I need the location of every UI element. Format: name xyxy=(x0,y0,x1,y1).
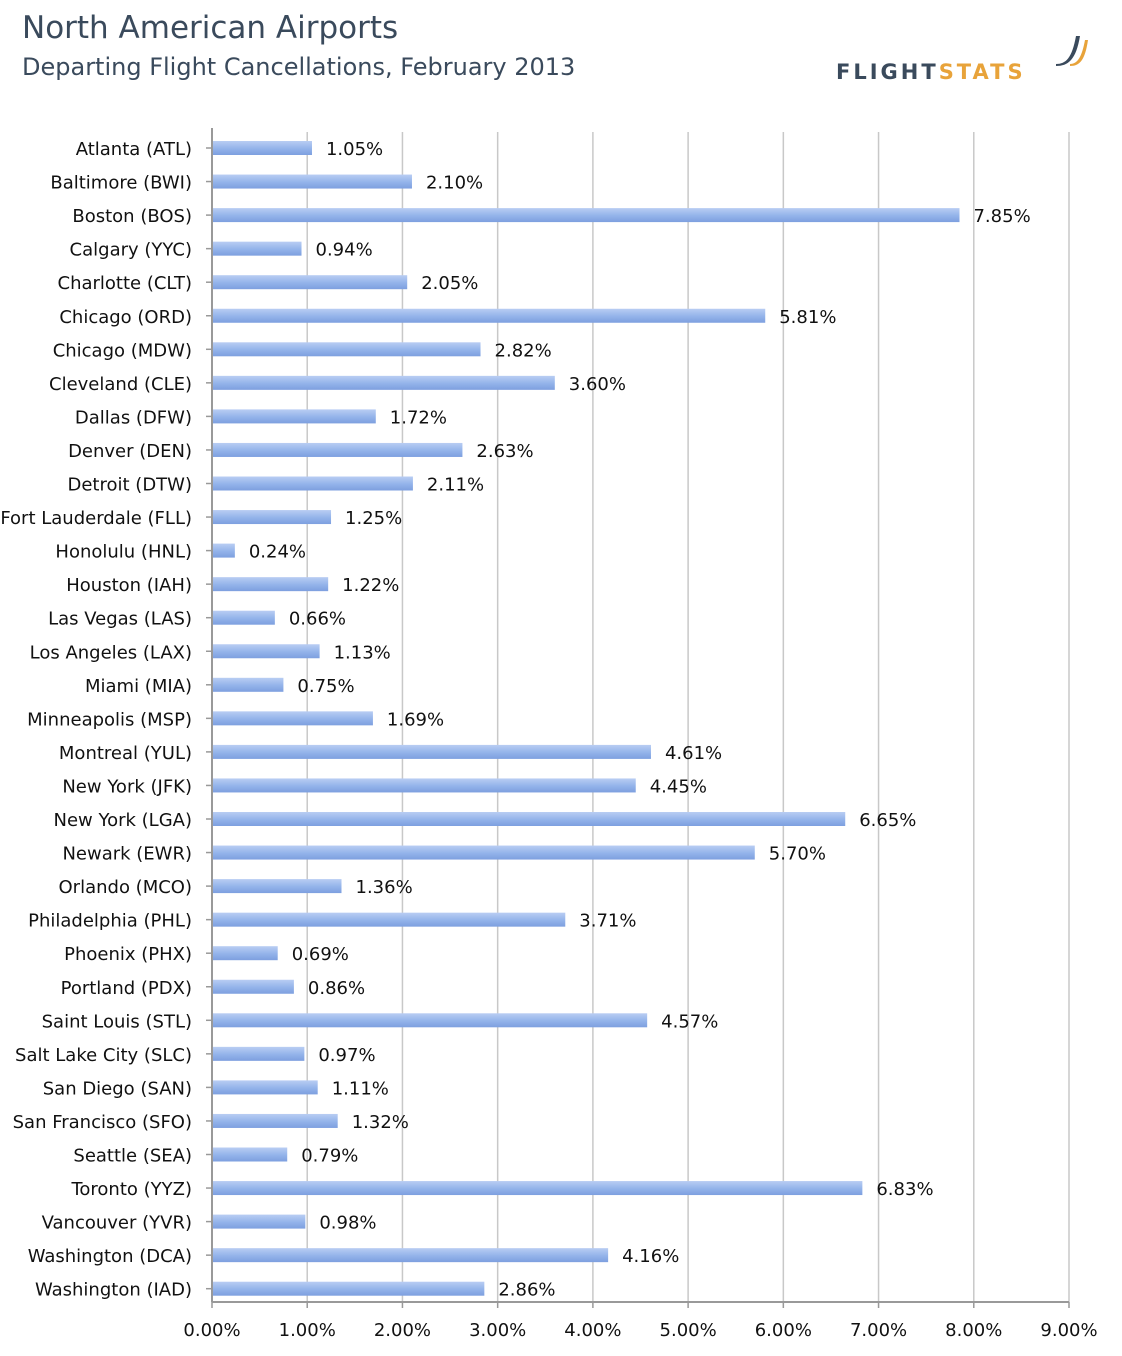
bar xyxy=(213,577,328,591)
bar xyxy=(213,544,235,558)
category-label: Orlando (MCO) xyxy=(58,877,192,899)
value-label: 1.72% xyxy=(389,407,447,429)
bars xyxy=(213,141,959,1296)
category-label: Newark (EWR) xyxy=(62,843,192,865)
value-label: 4.16% xyxy=(622,1246,680,1268)
x-tick-label: 1.00% xyxy=(278,1320,336,1341)
value-label: 0.94% xyxy=(315,239,373,261)
category-label: Vancouver (YVR) xyxy=(41,1212,192,1234)
value-label: 1.22% xyxy=(342,575,400,597)
value-label: 1.05% xyxy=(325,139,384,160)
value-label: 2.05% xyxy=(421,273,479,295)
bar xyxy=(213,1148,287,1162)
category-label: Las Vegas (LAS) xyxy=(48,608,192,630)
category-label: Detroit (DTW) xyxy=(67,474,192,496)
value-label: 4.45% xyxy=(649,776,707,798)
category-label: Phoenix (PHX) xyxy=(64,944,192,966)
value-label: 0.69% xyxy=(291,944,349,966)
category-label: Charlotte (CLT) xyxy=(57,273,192,295)
bar xyxy=(213,745,651,759)
bar xyxy=(213,242,302,256)
bar xyxy=(213,175,412,189)
value-label: 2.10% xyxy=(425,172,484,194)
bar xyxy=(213,611,275,625)
category-label: Chicago (ORD) xyxy=(59,306,192,328)
value-label: 1.36% xyxy=(355,877,413,899)
value-label: 0.24% xyxy=(248,541,307,563)
category-label: San Diego (SAN) xyxy=(42,1078,192,1100)
bar xyxy=(213,1114,338,1128)
x-tick-label: 3.00% xyxy=(469,1320,527,1341)
bar xyxy=(213,846,755,860)
value-label: 0.98% xyxy=(319,1212,377,1234)
chart-subtitle: Departing Flight Cancellations, February 2013 xyxy=(22,53,576,81)
logo-text-flight: FLIGHT xyxy=(836,60,939,84)
value-label: 0.79% xyxy=(301,1145,359,1167)
bar xyxy=(213,275,407,289)
bar xyxy=(213,778,636,792)
category-label: Boston (BOS) xyxy=(72,206,192,228)
category-label: Minneapolis (MSP) xyxy=(27,709,192,731)
value-label: 1.25% xyxy=(345,508,403,530)
value-label: 0.97% xyxy=(318,1044,376,1066)
category-label: Dallas (DFW) xyxy=(74,407,192,429)
flightstats-logo xyxy=(836,34,1088,86)
logo-text-stats: STATS xyxy=(938,60,1026,84)
value-label: 5.81% xyxy=(779,306,837,328)
bar xyxy=(213,812,845,826)
category-label: Miami (MIA) xyxy=(84,675,192,697)
x-tick-label: 8.00% xyxy=(945,1320,1003,1341)
bar xyxy=(213,678,283,692)
bar-chart xyxy=(0,110,1122,1356)
category-label: San Francisco (SFO) xyxy=(12,1111,192,1133)
value-label: 1.32% xyxy=(351,1111,409,1133)
value-label: 4.57% xyxy=(661,1011,719,1033)
bar xyxy=(213,141,312,155)
value-label: 6.65% xyxy=(859,810,917,831)
bar xyxy=(213,1013,647,1027)
bar xyxy=(213,644,320,658)
category-label: Baltimore (BWI) xyxy=(50,172,192,194)
bar xyxy=(213,309,765,323)
flightstats-logo-text xyxy=(836,60,1026,84)
bar xyxy=(213,342,481,356)
value-label: 3.71% xyxy=(579,910,637,932)
bar xyxy=(213,946,278,960)
bar xyxy=(213,409,376,423)
category-label: Cleveland (CLE) xyxy=(49,373,192,395)
bar xyxy=(213,376,555,390)
category-label: Los Angeles (LAX) xyxy=(29,642,192,664)
x-tick-label: 5.00% xyxy=(659,1320,717,1341)
value-label: 0.86% xyxy=(307,977,366,999)
bar xyxy=(213,1181,862,1195)
value-label: 3.60% xyxy=(568,373,626,395)
category-label: New York (LGA) xyxy=(53,810,192,831)
value-label: 2.11% xyxy=(426,474,485,496)
value-label: 5.70% xyxy=(768,843,826,865)
flightstats-swoosh-icon xyxy=(1052,34,1088,66)
value-label: 2.82% xyxy=(494,340,552,362)
bar xyxy=(213,1215,305,1229)
value-label: 1.69% xyxy=(386,709,445,731)
value-label: 6.83% xyxy=(876,1179,934,1201)
category-label: Washington (IAD) xyxy=(34,1279,192,1301)
bar xyxy=(213,510,331,524)
category-label: Houston (IAH) xyxy=(66,575,192,597)
x-tick-label: 0.00% xyxy=(183,1320,241,1341)
bar xyxy=(213,1080,318,1094)
x-tick-label: 4.00% xyxy=(564,1320,622,1341)
bar xyxy=(213,443,462,457)
category-label: Salt Lake City (SLC) xyxy=(15,1044,192,1066)
bar xyxy=(213,913,565,927)
bar xyxy=(213,1248,608,1262)
x-tick-label: 2.00% xyxy=(373,1320,432,1341)
x-tick-label: 9.00% xyxy=(1040,1320,1098,1341)
x-tick-label: 6.00% xyxy=(754,1320,812,1341)
value-label: 0.66% xyxy=(288,608,347,630)
bar xyxy=(213,477,413,491)
category-label: Honolulu (HNL) xyxy=(55,541,192,563)
bar xyxy=(213,208,959,222)
category-label: Denver (DEN) xyxy=(68,440,192,462)
category-label: Portland (PDX) xyxy=(60,977,192,999)
value-label: 0.75% xyxy=(297,675,355,697)
category-label: Fort Lauderdale (FLL) xyxy=(0,508,192,530)
value-label: 1.11% xyxy=(331,1078,389,1100)
category-label: Washington (DCA) xyxy=(27,1246,192,1268)
bar xyxy=(213,1282,484,1296)
chart-title: North American Airports xyxy=(22,10,399,46)
category-label: Chicago (MDW) xyxy=(52,340,192,362)
value-label: 7.85% xyxy=(973,206,1031,228)
value-label: 1.13% xyxy=(333,642,391,664)
category-label: Atlanta (ATL) xyxy=(75,139,192,160)
x-tick-label: 7.00% xyxy=(849,1320,908,1341)
value-label: 4.61% xyxy=(664,742,723,764)
category-label: Philadelphia (PHL) xyxy=(28,910,192,932)
bar xyxy=(213,980,294,994)
category-label: Saint Louis (STL) xyxy=(41,1011,192,1033)
category-label: Montreal (YUL) xyxy=(58,742,192,764)
value-label: 2.86% xyxy=(498,1279,556,1301)
value-label: 2.63% xyxy=(476,440,534,462)
category-label: Toronto (YYZ) xyxy=(71,1179,192,1201)
bar xyxy=(213,711,373,725)
category-label: New York (JFK) xyxy=(62,776,192,798)
bar xyxy=(213,1047,304,1061)
category-label: Seattle (SEA) xyxy=(73,1145,192,1167)
bar xyxy=(213,879,342,893)
category-label: Calgary (YYC) xyxy=(69,239,192,261)
